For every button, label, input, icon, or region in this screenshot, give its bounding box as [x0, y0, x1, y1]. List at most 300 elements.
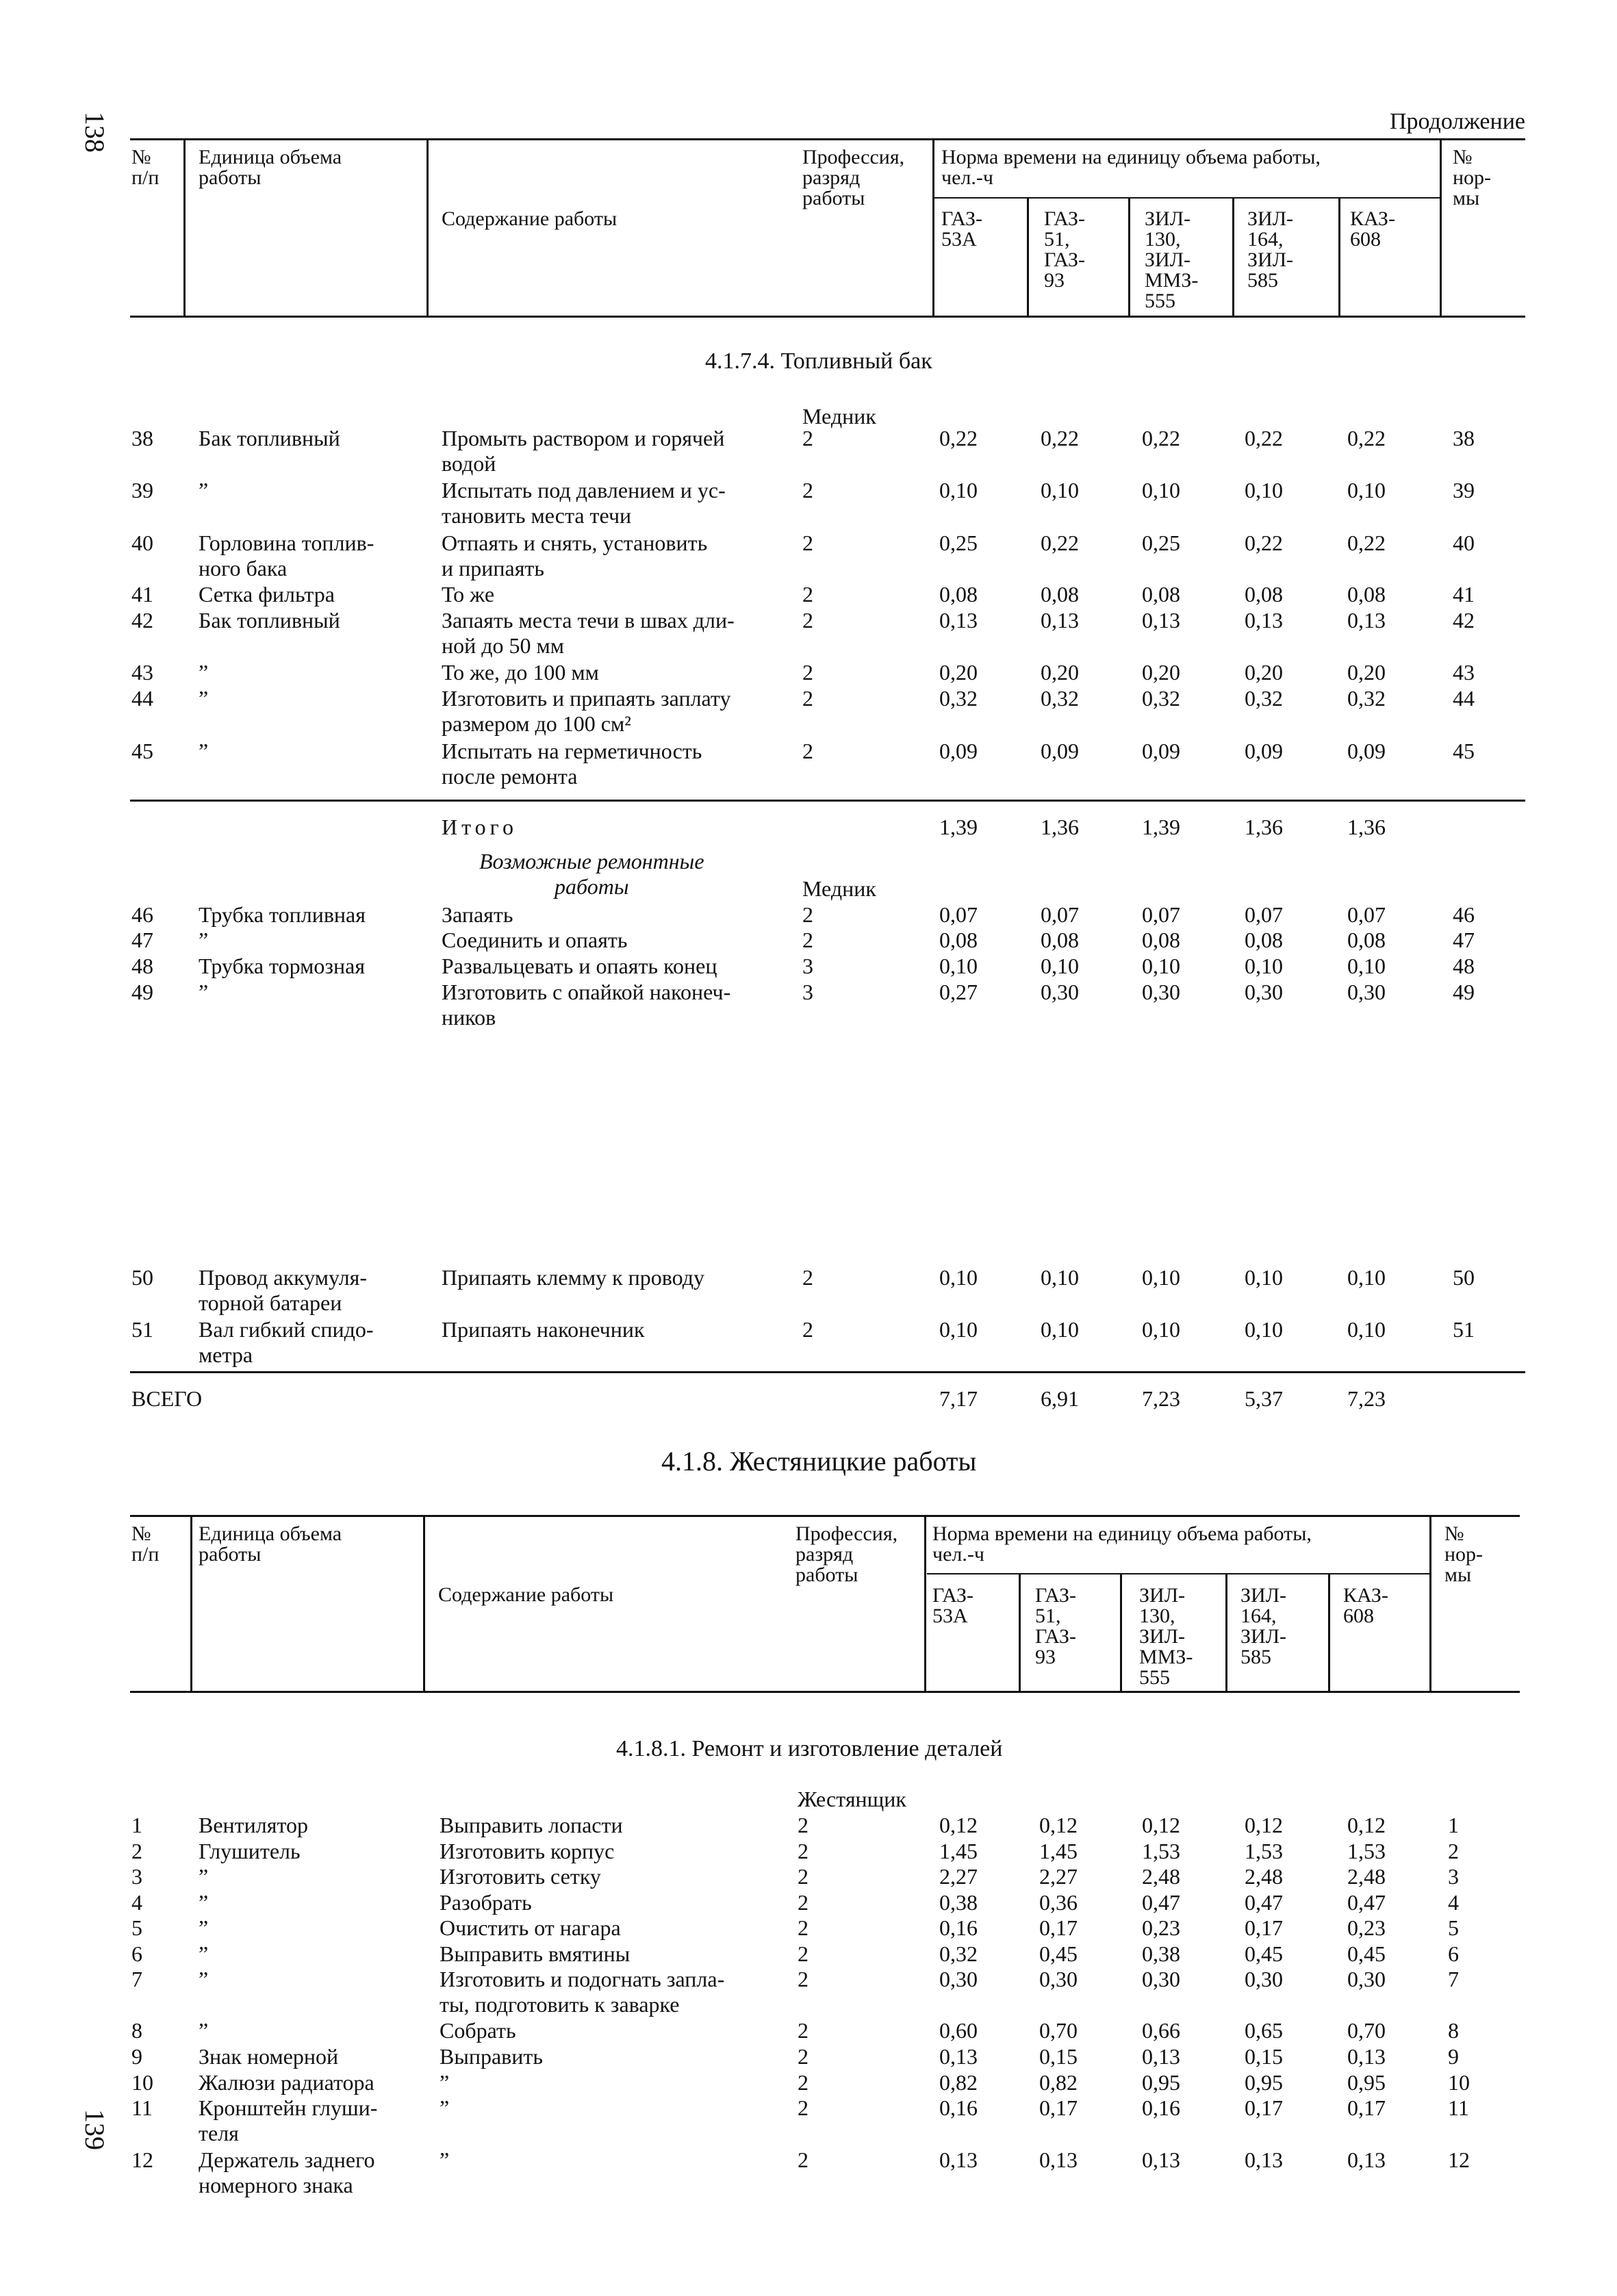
cell-num: 38: [131, 426, 153, 450]
cell-content: Выправить: [440, 2044, 543, 2069]
cell-zil130: 0,10: [1142, 1265, 1180, 1290]
cell-gaz53a: 0,27: [939, 980, 978, 1004]
cell-grade: 2: [802, 426, 813, 450]
cell-gaz53a: 2,27: [939, 1864, 978, 1889]
profession-label: Медник: [802, 404, 876, 429]
cell-unit: Трубка топливная: [199, 902, 366, 927]
cell-num: 43: [131, 660, 153, 685]
cell-unit: Провод аккумуля- торной батареи: [199, 1265, 367, 1315]
cell-unit: ”: [199, 1967, 209, 1991]
header-num: № п/п: [131, 146, 160, 189]
cell-kaz608: 0,70: [1347, 2018, 1386, 2043]
subtotal-label: Итого: [442, 815, 518, 839]
cell-content: Собрать: [440, 2018, 516, 2043]
cell-gaz51: 0,30: [1039, 1967, 1078, 1991]
cell-kaz608: 0,08: [1347, 928, 1386, 952]
cell-unit: ”: [199, 1890, 209, 1915]
cell-unit: ”: [199, 1915, 209, 1940]
cell-unit: ”: [199, 478, 209, 502]
cell-num: 9: [131, 2044, 142, 2069]
cell-content: Разобрать: [440, 1890, 532, 1915]
cell-gaz53a: 0,13: [939, 2044, 978, 2069]
cell-kaz608: 0,30: [1347, 980, 1386, 1004]
cell-grade: 2: [798, 2044, 808, 2069]
table-row: [0, 1915, 1617, 1940]
subsection-title-repair: 4.1.8.1. Ремонт и изготовление деталей: [616, 1736, 1003, 1761]
cell-unit: Глушитель: [199, 1839, 301, 1863]
grand-total-gaz53a: 7,17: [939, 1386, 978, 1411]
cell-kaz608: 0,32: [1347, 686, 1386, 711]
cell-zil164: 0,30: [1245, 1967, 1283, 1991]
cell-zil130: 0,10: [1142, 478, 1180, 502]
cell-gaz53a: 0,30: [939, 1967, 978, 1991]
cell-zil130: 0,95: [1142, 2070, 1180, 2095]
cell-gaz51: 0,45: [1039, 1941, 1078, 1966]
cell-kaz608: 0,17: [1347, 2095, 1386, 2120]
cell-content: Очистить от нагара: [440, 1915, 621, 1940]
table-row: [0, 902, 1617, 927]
cell-unit: Сетка фильтра: [199, 582, 335, 607]
cell-gaz51: 0,09: [1041, 739, 1079, 763]
header-profession: Профессия, разряд работы: [802, 146, 905, 209]
header-model-gaz53a: ГАЗ- 53А: [941, 207, 983, 251]
cell-kaz608: 0,10: [1347, 478, 1386, 502]
cell-norm: 46: [1453, 902, 1475, 927]
cell-num: 11: [131, 2095, 153, 2120]
cell-unit: ”: [199, 1864, 209, 1889]
cell-gaz53a: 0,10: [939, 1265, 978, 1290]
cell-zil164: 0,15: [1245, 2044, 1283, 2069]
cell-content: Развальцевать и опаять конец: [442, 954, 717, 978]
cell-content: Изготовить корпус: [440, 1839, 615, 1863]
cell-gaz51: 0,82: [1039, 2070, 1078, 2095]
grand-total-kaz608: 7,23: [1347, 1386, 1386, 1411]
cell-grade: 2: [802, 478, 813, 502]
cell-content: ”: [440, 2147, 450, 2172]
cell-gaz51: 0,36: [1039, 1890, 1078, 1915]
cell-gaz51: 0,13: [1039, 2147, 1078, 2172]
cell-zil164: 0,12: [1245, 1813, 1283, 1837]
section-title-tinsmith: 4.1.8. Жестяницкие работы: [661, 1446, 977, 1477]
cell-gaz51: 0,10: [1041, 1265, 1079, 1290]
header-model-zil130: ЗИЛ- 130, ЗИЛ- ММЗ- 555: [1145, 207, 1199, 312]
cell-zil164: 0,07: [1245, 902, 1283, 927]
cell-num: 7: [131, 1967, 142, 1991]
cell-zil164: 0,30: [1245, 980, 1283, 1004]
cell-unit: ”: [199, 928, 209, 952]
cell-gaz53a: 0,16: [939, 2095, 978, 2120]
cell-zil164: 0,45: [1245, 1941, 1283, 1966]
cell-num: 47: [131, 928, 153, 952]
cell-num: 4: [131, 1890, 142, 1915]
cell-grade: 2: [798, 1813, 808, 1837]
cell-kaz608: 0,09: [1347, 739, 1386, 763]
cell-norm: 38: [1453, 426, 1475, 450]
header2-num: № п/п: [131, 1522, 160, 1566]
cell-norm: 42: [1453, 608, 1475, 633]
cell-content: Выправить лопасти: [440, 1813, 623, 1837]
cell-norm: 39: [1453, 478, 1475, 502]
cell-zil130: 0,32: [1142, 686, 1180, 711]
cell-unit: ”: [199, 980, 209, 1004]
cell-norm: 12: [1448, 2147, 1470, 2172]
cell-content: ”: [440, 2095, 450, 2120]
cell-kaz608: 0,22: [1347, 531, 1386, 555]
cell-zil130: 0,08: [1142, 928, 1180, 952]
cell-num: 46: [131, 902, 153, 927]
cell-grade: 2: [798, 2070, 808, 2095]
cell-zil164: 0,17: [1245, 1915, 1283, 1940]
grand-total-gaz51: 6,91: [1041, 1386, 1079, 1411]
header-model-kaz608: КАЗ- 608: [1350, 207, 1395, 251]
cell-gaz51: 0,08: [1041, 928, 1079, 952]
cell-kaz608: 0,20: [1347, 660, 1386, 685]
cell-unit: Держатель заднего номерного знака: [199, 2147, 375, 2197]
cell-gaz53a: 1,45: [939, 1839, 978, 1863]
cell-norm: 41: [1453, 582, 1475, 607]
cell-num: 40: [131, 531, 153, 555]
cell-kaz608: 0,13: [1347, 2044, 1386, 2069]
cell-grade: 2: [802, 686, 813, 711]
cell-gaz51: 0,15: [1039, 2044, 1078, 2069]
cell-zil130: 0,13: [1142, 2044, 1180, 2069]
table-row: [0, 1864, 1617, 1889]
cell-zil130: 0,10: [1142, 1317, 1180, 1342]
cell-gaz51: 0,10: [1041, 1317, 1079, 1342]
cell-grade: 2: [802, 902, 813, 927]
cell-norm: 44: [1453, 686, 1475, 711]
cell-gaz51: 0,10: [1041, 954, 1079, 978]
cell-content: Изготовить и подогнать запла- ты, подготовить к заварке: [440, 1967, 725, 2017]
section-title-fuel-tank: 4.1.7.4. Топливный бак: [705, 348, 932, 374]
cell-zil130: 0,20: [1142, 660, 1180, 685]
header-content: Содержание работы: [442, 207, 617, 230]
cell-unit: ”: [199, 739, 209, 763]
cell-gaz53a: 0,25: [939, 531, 978, 555]
cell-zil164: 2,48: [1245, 1864, 1283, 1889]
cell-unit: Трубка тормозная: [199, 954, 366, 978]
cell-kaz608: 0,10: [1347, 954, 1386, 978]
subtotal-kaz608: 1,36: [1347, 815, 1386, 839]
cell-grade: 2: [802, 582, 813, 607]
table-row: [0, 608, 1617, 658]
cell-gaz51: 0,08: [1041, 582, 1079, 607]
cell-gaz53a: 0,08: [939, 582, 978, 607]
cell-unit: ”: [199, 686, 209, 711]
cell-num: 3: [131, 1864, 142, 1889]
cell-num: 50: [131, 1265, 153, 1290]
table-row: [0, 660, 1617, 685]
cell-norm: 47: [1453, 928, 1475, 952]
cell-grade: 2: [798, 1864, 808, 1889]
cell-zil130: 0,30: [1142, 1967, 1180, 1991]
table-row: [0, 2018, 1617, 2043]
cell-kaz608: 0,10: [1347, 1265, 1386, 1290]
cell-num: 12: [131, 2147, 153, 2172]
cell-unit: Горловина топлив- ного бака: [199, 531, 374, 581]
header2-unit: Единица объема работы: [199, 1522, 342, 1566]
cell-norm: 45: [1453, 739, 1475, 763]
header-model-gaz51: ГАЗ- 51, ГАЗ- 93: [1044, 207, 1086, 292]
cell-norm: 2: [1448, 1839, 1459, 1863]
cell-grade: 2: [798, 2095, 808, 2120]
cell-zil164: 0,32: [1245, 686, 1283, 711]
cell-content: Отпаять и снять, установить и припаять: [442, 531, 708, 581]
cell-gaz51: 0,17: [1039, 2095, 1078, 2120]
cell-content: Изготовить сетку: [440, 1864, 601, 1889]
cell-zil130: 0,16: [1142, 2095, 1180, 2120]
cell-gaz53a: 0,32: [939, 686, 978, 711]
table-row: [0, 686, 1617, 736]
cell-zil130: 2,48: [1142, 1864, 1180, 1889]
cell-unit: Бак топливный: [199, 426, 340, 450]
cell-grade: 2: [798, 2018, 808, 2043]
cell-zil130: 0,23: [1142, 1915, 1180, 1940]
cell-gaz53a: 0,13: [939, 608, 978, 633]
cell-content: Припаять наконечник: [442, 1317, 645, 1342]
cell-gaz53a: 0,60: [939, 2018, 978, 2043]
cell-zil164: 0,13: [1245, 2147, 1283, 2172]
cell-gaz51: 0,32: [1041, 686, 1079, 711]
cell-grade: 2: [802, 531, 813, 555]
header2-model-gaz51: ГАЗ- 51, ГАЗ- 93: [1035, 1584, 1077, 1668]
subtotal-gaz51: 1,36: [1041, 815, 1079, 839]
cell-unit: Вал гибкий спидо- метра: [199, 1317, 374, 1367]
cell-num: 51: [131, 1317, 153, 1342]
cell-zil164: 0,08: [1245, 582, 1283, 607]
cell-content: Изготовить с опайкой наконеч- ников: [442, 980, 731, 1030]
cell-zil164: 0,65: [1245, 2018, 1283, 2043]
subtotal-zil164: 1,36: [1245, 815, 1283, 839]
cell-norm: 4: [1448, 1890, 1459, 1915]
cell-grade: 3: [802, 954, 813, 978]
cell-gaz51: 0,30: [1041, 980, 1079, 1004]
cell-gaz51: 0,13: [1041, 608, 1079, 633]
cell-zil164: 1,53: [1245, 1839, 1283, 1863]
header-unit: Единица объема работы: [199, 146, 342, 189]
cell-num: 5: [131, 1915, 142, 1940]
cell-kaz608: 1,53: [1347, 1839, 1386, 1863]
header2-profession: Профессия, разряд работы: [795, 1522, 898, 1586]
subtotal-zil130: 1,39: [1142, 815, 1180, 839]
header-model-zil164: ЗИЛ- 164, ЗИЛ- 585: [1247, 207, 1294, 292]
cell-norm: 50: [1453, 1265, 1475, 1290]
cell-grade: 2: [802, 739, 813, 763]
cell-zil164: 0,08: [1245, 928, 1283, 952]
cell-gaz53a: 0,20: [939, 660, 978, 685]
cell-content: Запаять: [442, 902, 513, 927]
cell-kaz608: 2,48: [1347, 1864, 1386, 1889]
cell-content: Припаять клемму к проводу: [442, 1265, 704, 1290]
cell-norm: 7: [1448, 1967, 1459, 1991]
cell-grade: 2: [802, 1265, 813, 1290]
profession-label-2: Жестянщик: [798, 1787, 906, 1811]
possible-profession-label: Медник: [802, 876, 876, 901]
cell-zil130: 0,38: [1142, 1941, 1180, 1966]
cell-content: Выправить вмятины: [440, 1941, 631, 1966]
cell-norm: 8: [1448, 2018, 1459, 2043]
cell-kaz608: 0,13: [1347, 2147, 1386, 2172]
cell-norm: 3: [1448, 1864, 1459, 1889]
cell-grade: 2: [798, 1890, 808, 1915]
cell-num: 45: [131, 739, 153, 763]
cell-norm: 6: [1448, 1941, 1459, 1966]
cell-unit: ”: [199, 2018, 209, 2043]
cell-gaz53a: 0,82: [939, 2070, 978, 2095]
cell-gaz51: 0,10: [1041, 478, 1079, 502]
cell-norm: 40: [1453, 531, 1475, 555]
table-row: [0, 1317, 1617, 1367]
table-row: [0, 478, 1617, 528]
cell-zil164: 0,10: [1245, 954, 1283, 978]
cell-kaz608: 0,47: [1347, 1890, 1386, 1915]
cell-gaz51: 0,20: [1041, 660, 1079, 685]
cell-num: 42: [131, 608, 153, 633]
cell-num: 6: [131, 1941, 142, 1966]
cell-kaz608: 0,12: [1347, 1813, 1386, 1837]
grand-total-zil130: 7,23: [1142, 1386, 1180, 1411]
cell-unit: Кронштейн глуши- теля: [199, 2095, 378, 2145]
cell-kaz608: 0,23: [1347, 1915, 1386, 1940]
header2-model-zil130: ЗИЛ- 130, ЗИЛ- ММЗ- 555: [1139, 1584, 1193, 1689]
header2-model-gaz53a: ГАЗ- 53А: [932, 1584, 974, 1627]
table-row: [0, 2044, 1617, 2069]
cell-grade: 2: [798, 1941, 808, 1966]
table-row: [0, 2070, 1617, 2095]
cell-gaz53a: 0,10: [939, 1317, 978, 1342]
cell-grade: 3: [802, 980, 813, 1004]
cell-zil164: 0,10: [1245, 478, 1283, 502]
cell-unit: Бак топливный: [199, 608, 340, 633]
cell-zil130: 0,08: [1142, 582, 1180, 607]
cell-num: 49: [131, 980, 153, 1004]
grand-total-label: ВСЕГО: [131, 1386, 203, 1411]
header2-norm-no: № нор- мы: [1444, 1522, 1484, 1586]
cell-gaz53a: 0,08: [939, 928, 978, 952]
cell-gaz53a: 0,22: [939, 426, 978, 450]
cell-unit: Жалюзи радиатора: [199, 2070, 374, 2095]
cell-kaz608: 0,13: [1347, 608, 1386, 633]
cell-unit: Вентилятор: [199, 1813, 309, 1837]
cell-norm: 5: [1448, 1915, 1459, 1940]
cell-num: 39: [131, 478, 153, 502]
cell-kaz608: 0,10: [1347, 1317, 1386, 1342]
cell-zil164: 0,47: [1245, 1890, 1283, 1915]
right-page-number: 139: [79, 2109, 110, 2150]
cell-gaz53a: 0,13: [939, 2147, 978, 2172]
cell-zil130: 0,10: [1142, 954, 1180, 978]
cell-num: 48: [131, 954, 153, 978]
cell-num: 44: [131, 686, 153, 711]
cell-content: Запаять места течи в швах дли- ной до 50 мм: [442, 608, 735, 658]
cell-content: ”: [440, 2070, 450, 2095]
cell-grade: 2: [802, 660, 813, 685]
cell-zil130: 0,13: [1142, 608, 1180, 633]
cell-grade: 2: [802, 1317, 813, 1342]
cell-grade: 2: [802, 608, 813, 633]
cell-content: Соединить и опаять: [442, 928, 628, 952]
cell-zil130: 0,25: [1142, 531, 1180, 555]
table-row: [0, 1941, 1617, 1966]
possible-works-title: Возможные ремонтные работы: [479, 849, 704, 899]
cell-num: 2: [131, 1839, 142, 1863]
continuation-label: Продолжение: [1389, 109, 1525, 134]
cell-zil164: 0,10: [1245, 1317, 1283, 1342]
cell-gaz53a: 0,32: [939, 1941, 978, 1966]
cell-gaz53a: 0,10: [939, 478, 978, 502]
cell-content: Промыть раствором и горячей водой: [442, 426, 725, 476]
cell-grade: 2: [802, 928, 813, 952]
cell-gaz53a: 0,16: [939, 1915, 978, 1940]
cell-zil164: 0,09: [1245, 739, 1283, 763]
cell-grade: 2: [798, 2147, 808, 2172]
cell-num: 10: [131, 2070, 153, 2095]
cell-gaz53a: 0,09: [939, 739, 978, 763]
cell-content: То же: [442, 582, 495, 607]
cell-zil164: 0,10: [1245, 1265, 1283, 1290]
cell-unit: Знак номерной: [199, 2044, 339, 2069]
cell-zil130: 1,53: [1142, 1839, 1180, 1863]
cell-num: 1: [131, 1813, 142, 1837]
cell-num: 41: [131, 582, 153, 607]
cell-kaz608: 0,08: [1347, 582, 1386, 607]
cell-content: Испытать под давлением и ус- тановить места течи: [442, 478, 726, 528]
cell-zil130: 0,12: [1142, 1813, 1180, 1837]
cell-zil164: 0,13: [1245, 608, 1283, 633]
cell-gaz53a: 0,07: [939, 902, 978, 927]
cell-content: Изготовить и припаять заплату размером до 100 см²: [442, 686, 731, 736]
cell-gaz51: 0,07: [1041, 902, 1079, 927]
cell-gaz53a: 0,10: [939, 954, 978, 978]
cell-gaz53a: 0,38: [939, 1890, 978, 1915]
grand-total-zil164: 5,37: [1245, 1386, 1283, 1411]
header2-content: Содержание работы: [438, 1583, 614, 1606]
cell-gaz51: 0,17: [1039, 1915, 1078, 1940]
cell-zil130: 0,07: [1142, 902, 1180, 927]
cell-gaz51: 2,27: [1039, 1864, 1078, 1889]
cell-gaz51: 1,45: [1039, 1839, 1078, 1863]
cell-zil130: 0,47: [1142, 1890, 1180, 1915]
cell-kaz608: 0,22: [1347, 426, 1386, 450]
cell-kaz608: 0,07: [1347, 902, 1386, 927]
cell-zil164: 0,22: [1245, 531, 1283, 555]
cell-norm: 11: [1448, 2095, 1469, 2120]
cell-norm: 43: [1453, 660, 1475, 685]
cell-content: То же, до 100 мм: [442, 660, 599, 685]
header2-model-kaz608: КАЗ- 608: [1343, 1584, 1388, 1627]
cell-zil130: 0,13: [1142, 2147, 1180, 2172]
cell-norm: 51: [1453, 1317, 1475, 1342]
cell-zil164: 0,22: [1245, 426, 1283, 450]
header2-model-zil164: ЗИЛ- 164, ЗИЛ- 585: [1240, 1584, 1287, 1668]
cell-grade: 2: [798, 1839, 808, 1863]
left-page-number: 138: [79, 112, 110, 153]
cell-kaz608: 0,95: [1347, 2070, 1386, 2095]
cell-content: Испытать на герметичность после ремонта: [442, 739, 702, 789]
cell-norm: 48: [1453, 954, 1475, 978]
cell-norm: 1: [1448, 1813, 1459, 1837]
cell-zil130: 0,66: [1142, 2018, 1180, 2043]
cell-zil130: 0,09: [1142, 739, 1180, 763]
cell-norm: 9: [1448, 2044, 1459, 2069]
table-row: [0, 1890, 1617, 1915]
cell-zil130: 0,30: [1142, 980, 1180, 1004]
cell-kaz608: 0,45: [1347, 1941, 1386, 1966]
cell-unit: ”: [199, 1941, 209, 1966]
cell-zil164: 0,17: [1245, 2095, 1283, 2120]
cell-kaz608: 0,30: [1347, 1967, 1386, 1991]
header-norm-title: Норма времени на единицу объема работы, чел.-ч: [941, 146, 1321, 189]
